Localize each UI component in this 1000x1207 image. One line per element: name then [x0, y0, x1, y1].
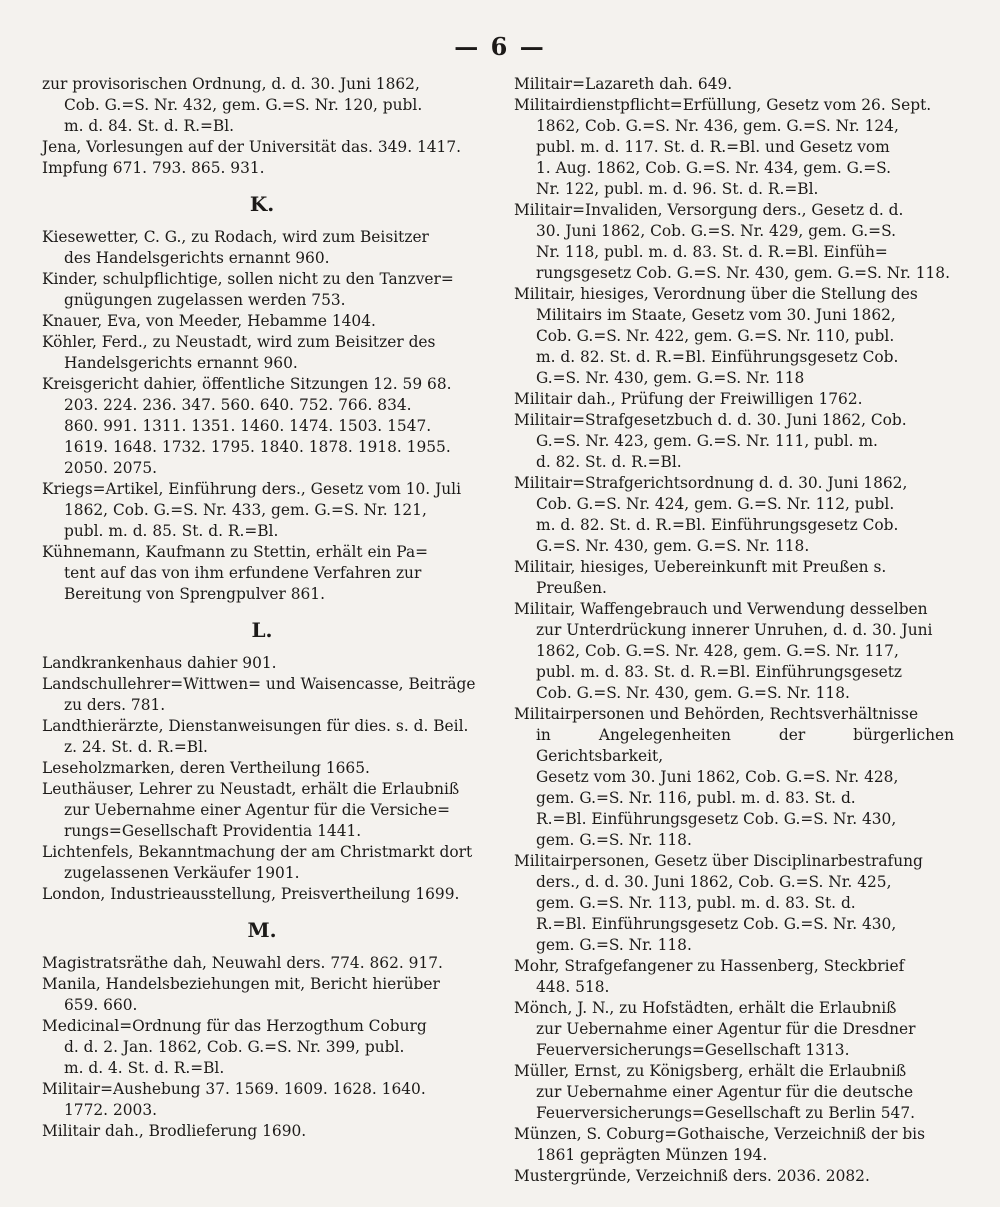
index-entry: Kreisgericht dahier, öffentliche Sitzungen 12. 59 68. 203. 224. 236. 347. 560. 640. 752. 766. 834. 860. 991. 1311. 1351. 1460. 1474. 1503. 1547. 1619. 1648. 1732. 1795. 1840. 1878. 1918. 1955. 2050. 2075.: [42, 375, 452, 477]
right-column: [514, 74, 954, 1187]
index-entry: Militair=Lazareth dah. 649.: [514, 75, 733, 93]
index-entry: Magistratsräthe dah, Neuwahl ders. 774. 862. 917.: [42, 954, 443, 972]
index-entry: Militair=Strafgerichtsordnung d. d. 30. Juni 1862, Cob. G.=S. Nr. 424, gem. G.=S. Nr. 112, publ. m. d. 82. St. d. R.=Bl. Einführungsgesetz Cob. G.=S. Nr. 430, gem. G.=S. Nr. 118.: [514, 474, 908, 555]
index-entry: Lichtenfels, Bekanntmachung der am Christmarkt dort zugelassenen Verkäufer 1901.: [42, 843, 473, 882]
section-letter-m: M.: [247, 918, 277, 942]
index-entry: Leuthäuser, Lehrer zu Neustadt, erhält die Erlaubniß zur Uebernahme einer Agentur für die Versiche= rungs=Gesellschaft Providentia 1441.: [42, 780, 460, 840]
index-entry: Landthierärzte, Dienstanweisungen für dies. s. d. Beil. z. 24. St. d. R.=Bl.: [42, 717, 469, 756]
index-entry: zur provisorischen Ordnung, d. d. 30. Juni 1862, Cob. G.=S. Nr. 432, gem. G.=S. Nr. 120, publ. m. d. 84. St. d. R.=Bl.: [42, 75, 423, 135]
index-entry: Münzen, S. Coburg=Gothaische, Verzeichniß der bis 1861 geprägten Münzen 194.: [514, 1125, 925, 1164]
index-entry: Militair dah., Brodlieferung 1690.: [42, 1122, 307, 1140]
index-entry: Kiesewetter, C. G., zu Rodach, wird zum Beisitzer des Handelsgerichts ernannt 960.: [42, 228, 429, 267]
index-entry: Militair, hiesiges, Uebereinkunft mit Preußen s. Preußen.: [514, 558, 887, 597]
left-column: [42, 74, 482, 1142]
index-entry: Kühnemann, Kaufmann zu Stettin, erhält ein Pa= tent auf das von ihm erfundene Verfahren zur Bereitung von Sprengpulver 861.: [42, 543, 429, 603]
index-entry: Kinder, schulpflichtige, sollen nicht zu den Tanzver= gnügungen zugelassen werden 753.: [42, 270, 454, 309]
index-entry: Landschullehrer=Wittwen= und Waisencasse, Beiträge zu ders. 781.: [42, 675, 476, 714]
index-entry: Kriegs=Artikel, Einführung ders., Gesetz vom 10. Juli 1862, Cob. G.=S. Nr. 433, gem. G.=S. Nr. 121, publ. m. d. 85. St. d. R.=Bl.: [42, 480, 461, 540]
index-entry: Militair, hiesiges, Verordnung über die Stellung des Militairs im Staate, Gesetz vom 30. Juni 1862, Cob. G.=S. Nr. 422, gem. G.=S. Nr. 110, publ. m. d. 82. St. d. R.=Bl. Einführungsgesetz Cob. G.=S. Nr. 430, gem. G.=S. Nr. 118: [514, 285, 918, 387]
index-entry: Militairpersonen, Gesetz über Disciplinarbestrafung ders., d. d. 30. Juni 1862, Cob. G.=S. Nr. 425, gem. G.=S. Nr. 113, publ. m. d. 83. St. d. R.=Bl. Einführungsgesetz Cob. G.=S. Nr. 430, gem. G.=S. Nr. 118.: [514, 852, 923, 954]
index-entry: Köhler, Ferd., zu Neustadt, wird zum Beisitzer des Handelsgerichts ernannt 960.: [42, 333, 436, 372]
index-entry: Leseholzmarken, deren Vertheilung 1665.: [42, 759, 370, 777]
index-entry: Militair, Waffengebrauch und Verwendung desselben zur Unterdrückung innerer Unruhen, d. d. 30. Juni 1862, Cob. G.=S. Nr. 428, gem. G.=S. Nr. 117, publ. m. d. 83. St. d. R.=Bl. Einführungsgesetz Cob. G.=S. Nr. 430, gem. G.=S. Nr. 118.: [514, 600, 933, 702]
section-letter-l: L.: [251, 618, 273, 642]
index-entry: Mohr, Strafgefangener zu Hassenberg, Steckbrief 448. 518.: [514, 957, 905, 996]
page-number: — 6 —: [454, 32, 546, 61]
index-entry: Mönch, J. N., zu Hofstädten, erhält die Erlaubniß zur Uebernahme einer Agentur für die Dresdner Feuerversicherungs=Gesellschaft 1313.: [514, 999, 916, 1059]
index-entry: Müller, Ernst, zu Königsberg, erhält die Erlaubniß zur Uebernahme einer Agentur für die deutsche Feuerversicherungs=Gesellschaft zu Berlin 547.: [514, 1062, 916, 1122]
index-entry: Militair=Aushebung 37. 1569. 1609. 1628. 1640. 1772. 2003.: [42, 1080, 426, 1119]
index-entry: Mustergründe, Verzeichniß ders. 2036. 2082.: [514, 1167, 870, 1185]
index-entry: Knauer, Eva, von Meeder, Hebamme 1404.: [42, 312, 376, 330]
index-entry: Militair=Invaliden, Versorgung ders., Gesetz d. d. 30. Juni 1862, Cob. G.=S. Nr. 429, gem. G.=S. Nr. 118, publ. m. d. 83. St. d. R.=Bl. Einfüh= rungsgesetz Cob. G.=S. Nr. 430, gem. G.=S. Nr. 118.: [514, 201, 950, 282]
index-entry: London, Industrieausstellung, Preisvertheilung 1699.: [42, 885, 460, 903]
index-entry: Impfung 671. 793. 865. 931.: [42, 159, 265, 177]
index-entry: Militairpersonen und Behörden, Rechtsverhältnisse in Angelegenheiten der bürgerlichen Gerichtsbarkeit, Gesetz vom 30. Juni 1862, Cob. G.=S. Nr. 428, gem. G.=S. Nr. 116, publ. m. d. 83. St. d. R.=Bl. Einführungsgesetz Cob. G.=S. Nr. 430, gem. G.=S. Nr. 118.: [514, 705, 954, 849]
index-entry: Militairdienstpflicht=Erfüllung, Gesetz vom 26. Sept. 1862, Cob. G.=S. Nr. 436, gem. G.=S. Nr. 124, publ. m. d. 117. St. d. R.=Bl. und Gesetz vom 1. Aug. 1862, Cob. G.=S. Nr. 434, gem. G.=S. Nr. 122, publ. m. d. 96. St. d. R.=Bl.: [514, 96, 932, 198]
section-letter-k: K.: [249, 192, 275, 216]
index-entry: Manila, Handelsbeziehungen mit, Bericht hierüber 659. 660.: [42, 975, 440, 1014]
index-entry: Medicinal=Ordnung für das Herzogthum Coburg d. d. 2. Jan. 1862, Cob. G.=S. Nr. 399, publ. m. d. 4. St. d. R.=Bl.: [42, 1017, 427, 1077]
index-entry: Militair=Strafgesetzbuch d. d. 30. Juni 1862, Cob. G.=S. Nr. 423, gem. G.=S. Nr. 111, publ. m. d. 82. St. d. R.=Bl.: [514, 411, 907, 471]
index-entry: Landkrankenhaus dahier 901.: [42, 654, 277, 672]
index-entry: Militair dah., Prüfung der Freiwilligen 1762.: [514, 390, 863, 408]
index-entry: Jena, Vorlesungen auf der Universität das. 349. 1417.: [42, 138, 462, 156]
